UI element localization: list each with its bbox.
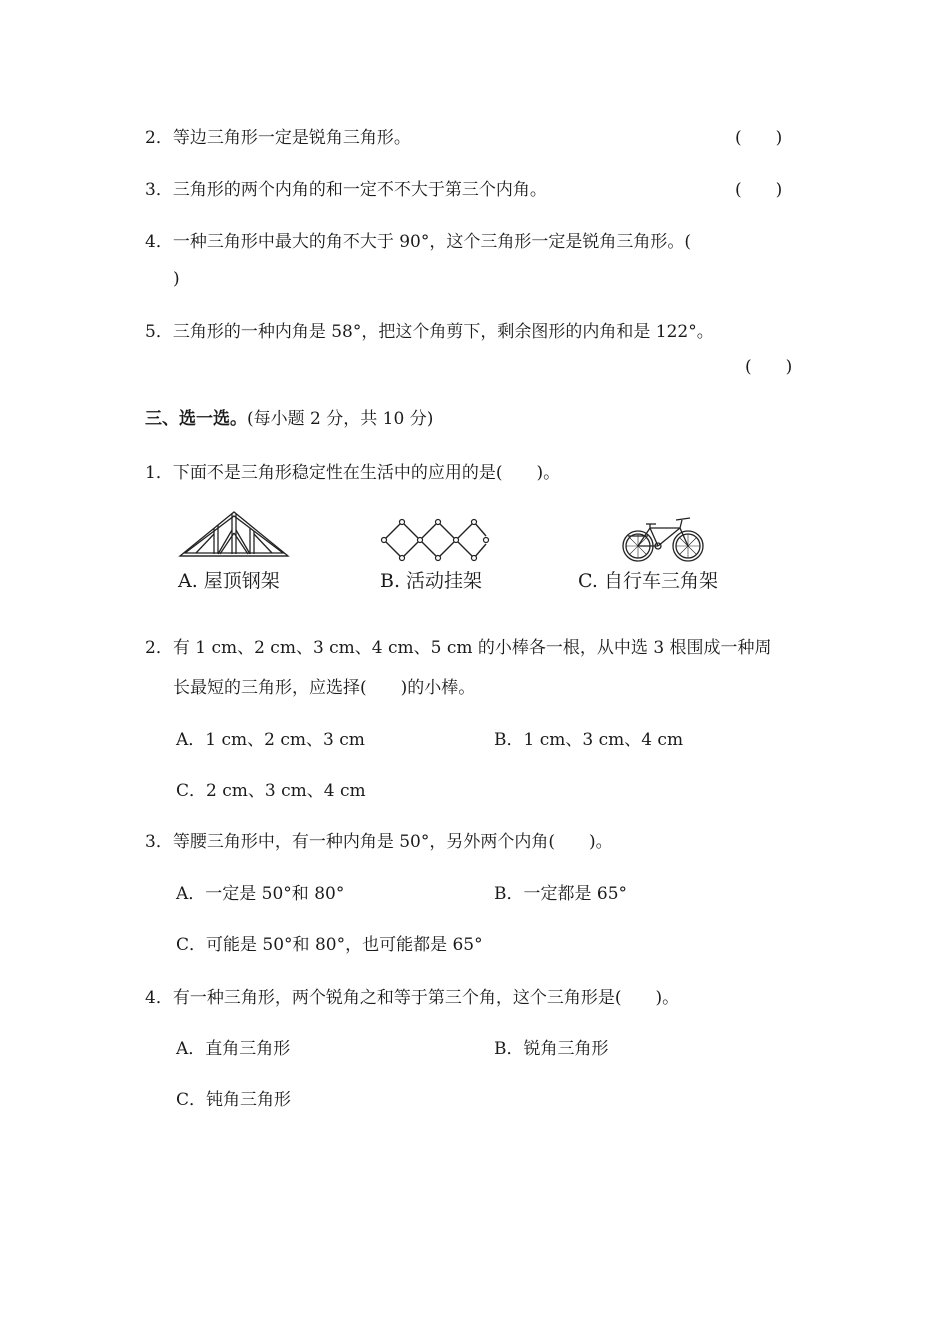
question-2-option-c[interactable]: C．2 cm、3 cm、4 cm <box>176 781 366 801</box>
option-a-caption: A. 屋顶钢架 <box>178 570 280 592</box>
question-1: 1．下面不是三角形稳定性在生活中的应用的是( )。 <box>145 463 561 483</box>
judge-item-4: 4．一种三角形中最大的角不大于 90°，这个三角形一定是锐角三角形。( <box>145 232 691 252</box>
question-3-option-a[interactable]: A．一定是 50°和 80° <box>176 884 345 904</box>
judge-item-3-answer-blank[interactable]: ( ) <box>735 180 783 200</box>
question-2-option-b[interactable]: B．1 cm、3 cm、4 cm <box>494 730 684 750</box>
section-header <box>145 409 433 429</box>
question-2-line-2: 长最短的三角形，应选择( )的小棒。 <box>173 678 476 698</box>
section-title: 三、选一选。 <box>145 409 247 429</box>
question-2-line-1: 2．有 1 cm、2 cm、3 cm、4 cm、5 cm 的小棒各一根，从中选 3 根围成一种周 <box>145 638 772 658</box>
judge-item-4-answer-blank[interactable]: ) <box>173 269 180 289</box>
question-3-option-c[interactable]: C．可能是 50°和 80°，也可能都是 65° <box>176 935 483 955</box>
question-4-option-a[interactable]: A．直角三角形 <box>176 1039 291 1059</box>
roof-truss-figure <box>178 508 290 560</box>
question-3: 3．等腰三角形中，有一种内角是 50°，另外两个内角( )。 <box>145 832 613 852</box>
judge-item-2-answer-blank[interactable]: ( ) <box>735 128 783 148</box>
question-4-option-b[interactable]: B．锐角三角形 <box>494 1039 609 1059</box>
judge-item-5-answer-blank[interactable]: ( ) <box>745 357 793 377</box>
scissor-rack-figure <box>380 518 490 564</box>
bicycle-figure <box>620 512 706 564</box>
judge-item-2: 2．等边三角形一定是锐角三角形。 <box>145 128 411 148</box>
judge-item-5: 5．三角形的一种内角是 58°，把这个角剪下，剩余图形的内角和是 122°。 <box>145 322 714 342</box>
judge-item-3: 3．三角形的两个内角的和一定不不大于第三个内角。 <box>145 180 547 200</box>
section-score-note: (每小题 2 分，共 10 分) <box>247 409 434 429</box>
question-4: 4．有一种三角形，两个锐角之和等于第三个角，这个三角形是( )。 <box>145 988 680 1008</box>
question-4-option-c[interactable]: C．钝角三角形 <box>176 1090 292 1110</box>
question-3-option-b[interactable]: B．一定都是 65° <box>494 884 628 904</box>
option-b-caption: B. 活动挂架 <box>380 570 483 592</box>
question-2-option-a[interactable]: A．1 cm、2 cm、3 cm <box>176 730 365 750</box>
option-c-caption: C. 自行车三角架 <box>578 570 718 592</box>
